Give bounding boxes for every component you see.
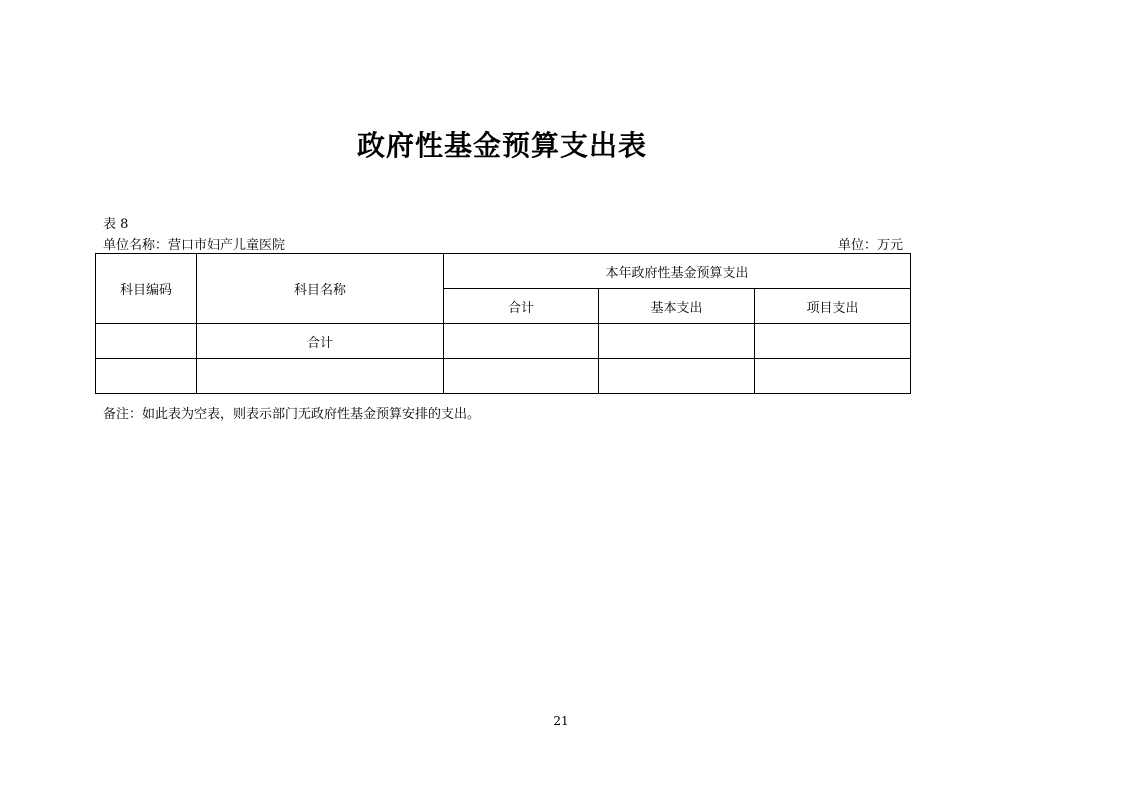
header-row-top [96,254,911,289]
table-note: 备注：如此表为空表，则表示部门无政府性基金预算安排的支出。 [103,407,481,422]
cell-code [96,359,197,394]
org-name-label: 单位名称：营口市妇产儿童医院 [103,238,286,253]
header-subject-code: 科目编码 [96,254,197,324]
cell-total [444,324,599,359]
cell-project [755,359,911,394]
page-title: 政府性基金预算支出表 [356,129,647,162]
table-row [96,359,911,394]
cell-total [444,359,599,394]
cell-basic [599,324,755,359]
header-annual-expenditure: 本年政府性基金预算支出 [444,254,911,289]
header-subject-name: 科目名称 [197,254,444,324]
header-basic-expenditure: 基本支出 [599,289,755,324]
budget-table [95,253,911,394]
cell-name [197,359,444,394]
currency-unit-label: 单位：万元 [837,238,903,253]
cell-project [755,324,911,359]
cell-code [96,324,197,359]
header-total: 合计 [444,289,599,324]
header-project-expenditure: 项目支出 [755,289,911,324]
cell-basic [599,359,755,394]
cell-name: 合计 [197,324,444,359]
table-row [96,324,911,359]
table-number: 表 8 [103,217,129,232]
page-number: 21 [553,714,569,728]
